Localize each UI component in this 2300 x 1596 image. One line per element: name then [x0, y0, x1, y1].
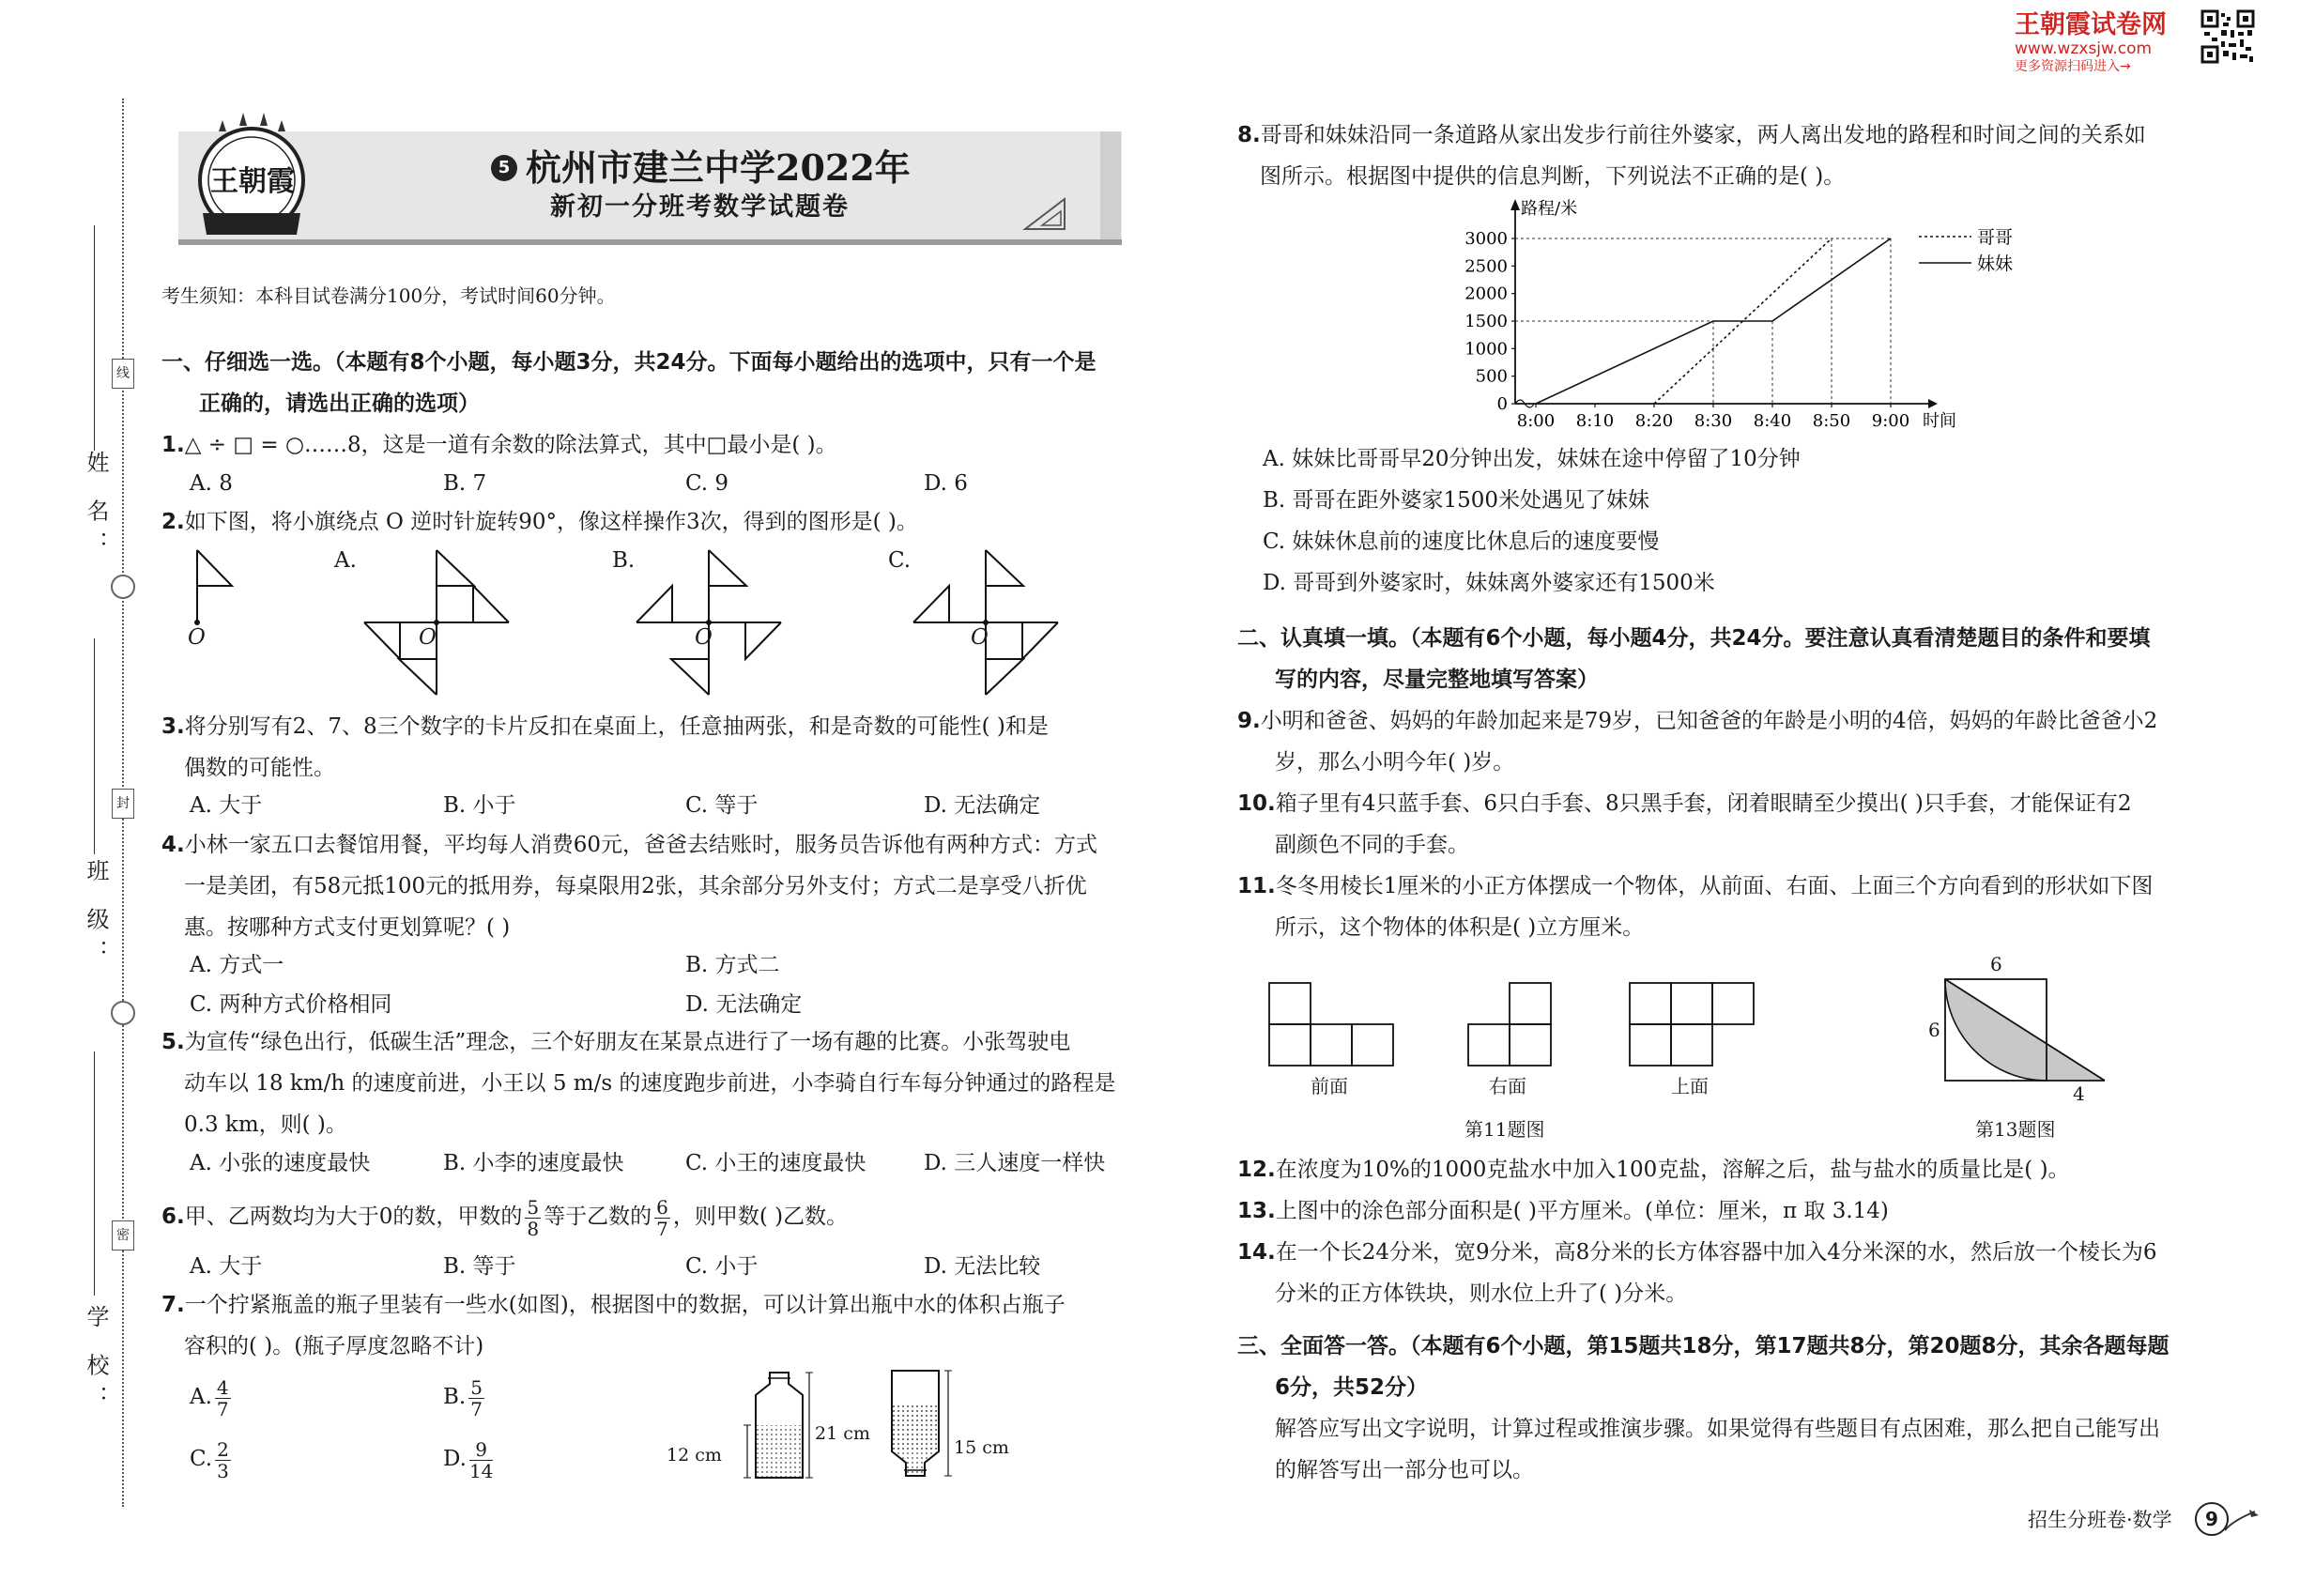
q6-option-d[interactable]: D. 无法比较: [924, 1254, 1041, 1279]
q3-option-c[interactable]: C. 等于: [685, 793, 759, 818]
school-title: 杭州市建兰中学2022年: [526, 146, 911, 189]
q2-option-c-figure[interactable]: [906, 543, 1066, 702]
question-5: 5.为宣传“绿色出行，低碳生活”理念，三个好朋友在某景点进行了一场有趣的比赛。小张驾驶电 动车以 18 km/h 的速度前进，小王以 5 m/s 的速度跑步前进，小李骑自行车每分钟通过的路程是 0.3 km，则( )。: [161, 1030, 1116, 1137]
footer-label: 招生分班卷·数学: [2028, 1509, 2172, 1531]
site-tagline: 更多资源扫码进入→: [2015, 59, 2131, 74]
q4-option-b[interactable]: B. 方式二: [685, 953, 780, 977]
name-underline: [94, 225, 95, 451]
exam-notice: 考生须知：本科目试卷满分100分，考试时间60分钟。: [161, 284, 616, 307]
name-label: 姓 名：: [83, 451, 109, 563]
banner-end-cap: [1100, 131, 1121, 239]
binding-hole: [111, 575, 135, 599]
q7-dim-15: 15 cm: [954, 1437, 1009, 1458]
question-2: 2.如下图，将小旗绕点 O 逆时针旋转90°，像这样操作3次，得到的图形是( )。: [161, 510, 918, 534]
site-url: www.wzxsjw.com: [2015, 39, 2153, 58]
q6-option-c[interactable]: C. 小于: [685, 1254, 759, 1279]
q1-option-b[interactable]: B. 7: [443, 471, 487, 496]
q5-option-b[interactable]: B. 小李的速度最快: [443, 1151, 624, 1175]
q1-option-c[interactable]: C. 9: [685, 471, 729, 496]
pen-icon: [2223, 1508, 2261, 1534]
school-label: 学 校：: [83, 1305, 109, 1418]
exam-subtitle: 新初一分班考数学试题卷: [550, 192, 850, 222]
school-underline: [94, 1051, 95, 1296]
q8-distance-time-chart: [1446, 197, 2014, 441]
y-tick-label: 1000: [1464, 339, 1508, 360]
q2-option-b[interactable]: B.: [612, 548, 636, 573]
q11-caption: 第11题图: [1464, 1118, 1545, 1141]
question-4: 4.小林一家五口去餐馆用餐，平均每人消费60元，爸爸去结账时，服务员告诉他有两种方式：方式 一是美团，有58元抵100元的抵用券，每桌限用2张，其余部分另外支付；方式二是享受八折优 惠。按哪种方式支付更划算呢？( ): [161, 833, 1098, 940]
q4-option-c[interactable]: C. 两种方式价格相同: [190, 992, 392, 1017]
q13-shaded-figure: [1934, 972, 2122, 1089]
seal-marker: 封: [112, 789, 134, 819]
class-label: 班 级：: [83, 859, 109, 972]
q3-option-a[interactable]: A. 大于: [190, 793, 263, 818]
q11-view-front: 前面: [1311, 1075, 1348, 1097]
line-marker: 线: [112, 359, 134, 389]
q8-option-a[interactable]: A. 妹妹比哥哥早20分钟出发，妹妹在途中停留了10分钟: [1263, 447, 1801, 471]
q5-option-a[interactable]: A. 小张的速度最快: [190, 1151, 371, 1175]
question-7: 7.一个拧紧瓶盖的瓶子里装有一些水(如图)，根据图中的数据，可以计算出瓶中水的体积占瓶子 容积的( )。(瓶子厚度忽略不计): [161, 1293, 1066, 1358]
x-tick-label: 8:40: [1753, 411, 1792, 431]
q13-label-bottom: 4: [2073, 1082, 2085, 1105]
q5-option-c[interactable]: C. 小王的速度最快: [685, 1151, 866, 1175]
y-tick-label: 2000: [1464, 284, 1508, 304]
question-13: 13.上图中的涂色部分面积是( )平方厘米。(单位：厘米，π 取 3.14): [1237, 1199, 1889, 1223]
binding-hole: [111, 1001, 135, 1025]
question-9: 9.小明和爸爸、妈妈的年龄加起来是79岁，已知爸爸的年龄是小明的4倍，妈妈的年龄比爸爸小2 岁，那么小明今年( )岁。: [1237, 709, 2158, 775]
q7-option-c[interactable]: C. $\frac{2}{3}$: [190, 1437, 229, 1482]
y-axis-label: 路程/米: [1521, 199, 1578, 219]
q7-dim-21: 21 cm: [815, 1423, 870, 1444]
q13-label-left: 6: [1928, 1019, 1940, 1041]
q6-option-b[interactable]: B. 等于: [443, 1254, 516, 1279]
section1-title: 一、仔细选一选。（本题有8个小题，每小题3分，共24分。下面每小题给出的选项中，只有一个是 正确的，请选出正确的选项）: [161, 350, 1096, 416]
q7-option-d[interactable]: D. $\frac{9}{14}$: [443, 1437, 494, 1482]
section2-title: 二、认真填一填。（本题有6个小题，每小题4分，共24分。要注意认真看清楚题目的条件和要填 写的内容，尽量完整地填写答案）: [1237, 626, 2151, 692]
x-tick-label: 9:00: [1871, 411, 1910, 431]
q7-dim-12: 12 cm: [667, 1445, 722, 1466]
site-name: 王朝霞试卷网: [2015, 10, 2167, 39]
x-axis-label: 时间: [1923, 411, 1956, 431]
x-tick-label: 8:00: [1516, 411, 1556, 431]
question-1: 1.△ ÷ □ = ○……8，这是一道有余数的除法算式，其中□最小是( )。: [161, 433, 837, 457]
q2-point-label: O: [188, 625, 206, 650]
x-tick-label: 8:50: [1812, 411, 1851, 431]
q6-fraction-2: $\frac{6}{7}$: [656, 1195, 668, 1240]
legend-label: 哥哥: [1977, 227, 2014, 248]
q13-caption: 第13题图: [1975, 1118, 2056, 1141]
q8-option-b[interactable]: B. 哥哥在距外婆家1500米处遇见了妹妹: [1263, 488, 1650, 513]
x-tick-label: 8:30: [1694, 411, 1733, 431]
q3-option-d[interactable]: D. 无法确定: [924, 793, 1041, 818]
triangle-ruler-icon: [1023, 195, 1066, 231]
q2-option-b-figure[interactable]: [629, 543, 789, 702]
q8-option-c[interactable]: C. 妹妹休息前的速度比休息后的速度要慢: [1263, 529, 1660, 554]
q7-option-b[interactable]: B. $\frac{5}{7}$: [443, 1375, 483, 1420]
section3-title: 三、全面答一答。（本题有6个小题，第15题共18分，第17题共8分，第20题8分，其余各题每题 6分，共52分）: [1237, 1334, 2170, 1400]
y-tick-label: 0: [1496, 394, 1508, 414]
question-8: 8.哥哥和妹妹沿同一条道路从家出发步行前往外婆家，两人离出发地的路程和时间之间的关系如 图所示。根据图中提供的信息判断，下列说法不正确的是( )。: [1237, 123, 2146, 189]
y-tick-label: 500: [1475, 366, 1508, 387]
y-tick-label: 2500: [1464, 256, 1508, 277]
section3-instructions: 解答应写出文字说明，计算过程或推演步骤。如果觉得有些题目有点困难，那么把自己能写出 的解答写出一部分也可以。: [1275, 1417, 2160, 1482]
q3-option-b[interactable]: B. 小于: [443, 793, 516, 818]
q7-option-a[interactable]: A. $\frac{4}{7}$: [190, 1375, 229, 1420]
y-tick-label: 1500: [1464, 312, 1508, 331]
question-12: 12.在浓度为10%的1000克盐水中加入100克盐，溶解之后，盐与盐水的质量比是( )。: [1237, 1158, 2070, 1182]
question-10: 10.箱子里有4只蓝手套、6只白手套、8只黑手套，闭着眼睛至少摸出( )只手套，才能保证有2 副颜色不同的手套。: [1237, 791, 2132, 857]
legend-label: 妹妹: [1977, 253, 2014, 274]
q4-option-d[interactable]: D. 无法确定: [685, 992, 803, 1017]
title-badge: 5: [491, 155, 517, 181]
page-number: 9: [2195, 1502, 2229, 1536]
question-6: 6.甲、乙两数均为大于0的数，甲数的 $\frac{5}{8}$ 等于乙数的 $\frac{6}{7}$ ，则甲数( )乙数。: [161, 1195, 849, 1240]
x-tick-label: 8:10: [1575, 411, 1615, 431]
q11-three-views: [1267, 981, 1774, 1066]
y-axis-arrow: [1510, 199, 1520, 210]
x-tick-label: 8:20: [1634, 411, 1674, 431]
q11-view-right: 右面: [1489, 1075, 1526, 1097]
q2-option-c[interactable]: C.: [888, 548, 912, 573]
q1-option-d[interactable]: D. 6: [924, 471, 968, 496]
q8-option-d[interactable]: D. 哥哥到外婆家时，妹妹离外婆家还有1500米: [1263, 571, 1715, 595]
q2-b-point: O: [695, 625, 713, 650]
class-underline: [94, 638, 95, 854]
logo-text: 王朝霞: [210, 165, 295, 198]
site-brand[interactable]: [2015, 11, 2191, 75]
secret-marker: 密: [112, 1220, 134, 1251]
q1-option-a[interactable]: A. 8: [190, 471, 233, 496]
q2-a-point: O: [419, 625, 437, 650]
x-axis-arrow: [1928, 399, 1938, 408]
q11-view-top: 上面: [1671, 1075, 1709, 1097]
question-14: 14.在一个长24分米，宽9分米，高8分米的长方体容器中加入4分米深的水，然后放一个棱长为6 分米的正方体铁块，则水位上升了( )分米。: [1237, 1240, 2157, 1306]
q2-option-a-figure[interactable]: [357, 543, 516, 702]
q5-option-d[interactable]: D. 三人速度一样快: [924, 1151, 1106, 1175]
y-tick-label: 3000: [1464, 229, 1508, 249]
q13-label-top: 6: [1990, 953, 2002, 975]
question-3: 3.将分别写有2、7、8三个数字的卡片反扣在桌面上，任意抽两张，和是奇数的可能性( )和是 偶数的可能性。: [161, 714, 1049, 780]
q2-c-point: O: [971, 625, 989, 650]
qr-code-icon[interactable]: [2200, 9, 2255, 64]
q6-fraction-1: $\frac{5}{8}$: [527, 1195, 540, 1240]
q2-option-a[interactable]: A.: [334, 548, 357, 573]
q4-option-a[interactable]: A. 方式一: [190, 953, 284, 977]
question-11: 11.冬冬用棱长1厘米的小正方体摆成一个物体，从前面、右面、上面三个方向看到的形状如下图 所示，这个物体的体积是( )立方厘米。: [1237, 874, 2154, 940]
q6-option-a[interactable]: A. 大于: [190, 1254, 263, 1279]
q7-bottle-figure: [713, 1367, 1051, 1489]
